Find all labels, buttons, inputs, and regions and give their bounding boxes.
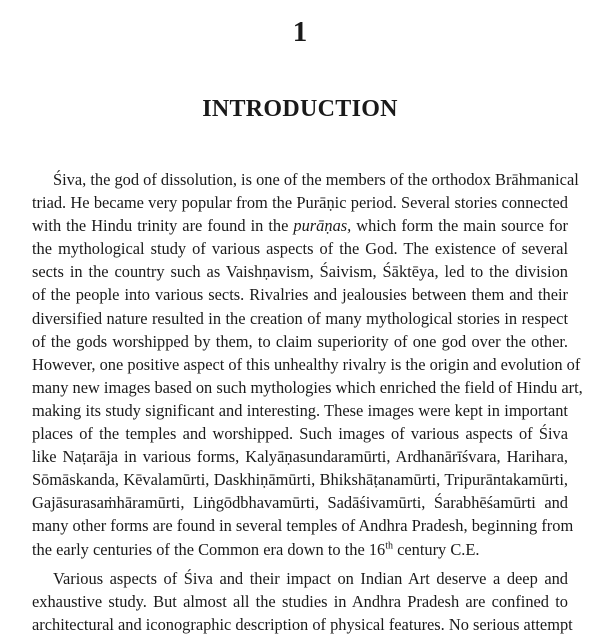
- chapter-number: 1: [292, 16, 308, 48]
- text-line: sects in the country such as Vaishṇavism, Śaivism, Śāktēya, led to the division: [32, 262, 568, 282]
- text-line: exhaustive study. But almost all the studies in Andhra Pradesh are confined to: [32, 592, 568, 612]
- text-line: However, one positive aspect of this unhealthy rivalry is the origin and evolution of: [32, 354, 581, 374]
- text-line: the early centuries of the Common era down to the 16th century C.E.: [32, 539, 480, 559]
- text-line: the mythological study of various aspects of the God. The existence of several: [32, 239, 568, 259]
- text-line: Sōmāskanda, Kēvalamūrti, Daskhiṇāmūrti, Bhikshāṭanamūrti, Tripurāntakamūrti,: [32, 470, 568, 490]
- text-line: architectural and iconographic description of physical features. No serious attempt: [32, 615, 573, 635]
- text-line: of the gods worshipped by them, to claim superiority of one god over the other.: [32, 331, 568, 351]
- paragraph-2: [32, 567, 573, 636]
- text-line: Gajāsurasaṁhāramūrti, Liṅgōdbhavamūrti, Sadāśivamūrti, Śarabhēśamūrti and: [32, 493, 568, 513]
- text-line: Various aspects of Śiva and their impact on Indian Art deserve a deep and: [53, 569, 568, 588]
- text-line: diversified nature resulted in the creation of many mythological stories in respect: [32, 308, 568, 328]
- paragraph-1: [32, 168, 583, 561]
- text-line: many new images based on such mythologies which enriched the field of Hindu art,: [32, 377, 583, 397]
- text-line: like Naṭarāja in various forms, Kalyāṇasundaramūrti, Ardhanārīśvara, Harihara,: [32, 447, 568, 467]
- text-line: places of the temples and worshipped. Such images of various aspects of Śiva: [32, 424, 568, 444]
- text-line: triad. He became very popular from the Purāṇic period. Several stories connected: [32, 193, 568, 213]
- italic-term: purāṇas,: [293, 216, 352, 236]
- text-line: of the people into various sects. Rivalries and jealousies between them and their: [32, 285, 568, 305]
- text-line: Śiva, the god of dissolution, is one of the members of the orthodox Brāhmanical: [53, 170, 579, 189]
- text-line: making its study significant and interesting. These images were kept in important: [32, 400, 568, 420]
- chapter-title: INTRODUCTION: [202, 96, 398, 122]
- ordinal-suffix: th: [385, 540, 393, 552]
- text-line: with the Hindu trinity are found in the purāṇas, which form the main source for: [32, 216, 568, 236]
- text-line: many other forms are found in several temples of Andhra Pradesh, beginning from: [32, 516, 574, 536]
